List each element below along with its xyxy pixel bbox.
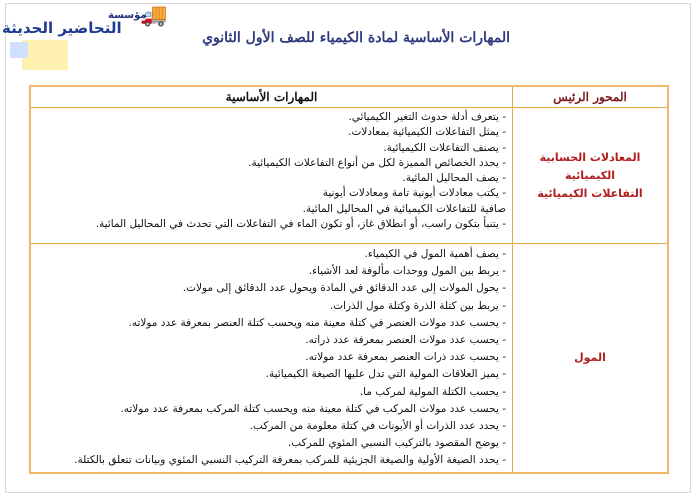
skill-item: - يحسب عدد مولات المركب في كتلة معينة منه ويحسب كتلة المركب بمعرفة عدد مولاته. [120, 402, 506, 415]
skill-item: - يحدد عدد الذرات أو الأيونات في كتلة معلومة من المركب. [249, 420, 506, 433]
skill-item: - يربط بين كتلة الذرة وكتلة مول الذرات. [329, 299, 506, 312]
axis-line: المول [574, 350, 606, 364]
header-basic-skills: المهارات الأساسية [30, 86, 513, 108]
skill-item: - يحسب عدد مولات العنصر بمعرفة عدد ذراته. [305, 334, 506, 347]
axis-line: المعادلات الحسابية الكيميائية [539, 150, 641, 182]
axis-line: التفاعلات الكيميائية [537, 186, 643, 200]
skill-item: - يتعرف أدلة حدوث التغير الكيميائي. [348, 111, 506, 123]
skill-item: - يمثل التفاعلات الكيميائية بمعادلات. [348, 126, 506, 139]
table-row [30, 244, 668, 473]
skills-cell-mole [30, 244, 513, 473]
page-title: المهارات الأساسية لمادة الكيمياء للصف الأول الثانوي [202, 30, 510, 46]
skill-item: - يصنف التفاعلات الكيميائية. [383, 141, 506, 154]
skill-item: - يحسب عدد ذرات العنصر بمعرفة عدد مولاته. [305, 351, 506, 364]
skill-item: - يحسب عدد مولات العنصر في كتلة معينة منه ويحسب كتلة العنصر بمعرفة عدد مولاته. [128, 316, 506, 329]
skill-item: - يميز العلاقات المولية التي تدل عليها الصيغة الكيميائية. [265, 368, 506, 381]
skill-item: - يحسب الكتلة المولية لمركب ما. [359, 385, 506, 398]
skill-item: - يحول المولات إلى عدد الدقائق في المادة ويحول عدد الدقائق إلى مولات. [182, 282, 506, 295]
truck-icon: 🚚 [140, 3, 168, 28]
skill-item: - يوضح المقصود بالتركيب النسبي المئوي للمركب. [287, 437, 506, 450]
skill-item: - يحدد الخصائص المميزة لكل من أنواع التفاعلات الكيميائية. [248, 156, 506, 169]
skill-item: - يحدد الصيغة الأولية والصيغة الجزيئية للمركب بمعرفة التركيب النسبي المئوي وبيانات تتعلق بالكتلة. [74, 454, 506, 467]
skills-table [29, 85, 669, 474]
axis-cell-mole [513, 244, 669, 473]
table-row [30, 108, 668, 244]
logo-blue-square [10, 42, 28, 58]
logo-small-text: مؤسسة [108, 10, 147, 21]
skill-item: - يربط بين المول ووحدات مألوفة لعد الأشياء. [308, 265, 506, 278]
publisher-logo [0, 0, 175, 72]
table-header-row [30, 86, 668, 108]
skill-item: - يصف أهمية المول في الكيمياء. [364, 248, 506, 260]
skill-item: - يكتب معادلات أيونية تامة ومعادلات أيونية [322, 187, 506, 200]
skills-cell-reactions [30, 108, 513, 244]
axis-cell-reactions [513, 108, 669, 244]
skill-item: صافية للتفاعلات الكيميائية في المحاليل المائية. [302, 202, 506, 215]
skill-item: - يصف المحاليل المائية. [402, 172, 506, 185]
skill-item: - يتنبأ بتكون راسب، أو انطلاق غاز، أو تكون الماء في التفاعلات التي تحدث في المحاليل المائية. [95, 218, 506, 231]
logo-main-text: التحاضير الحديثة [2, 19, 122, 37]
header-main-axis: المحور الرئيس [513, 86, 669, 108]
logo-yellow-square [22, 40, 68, 70]
